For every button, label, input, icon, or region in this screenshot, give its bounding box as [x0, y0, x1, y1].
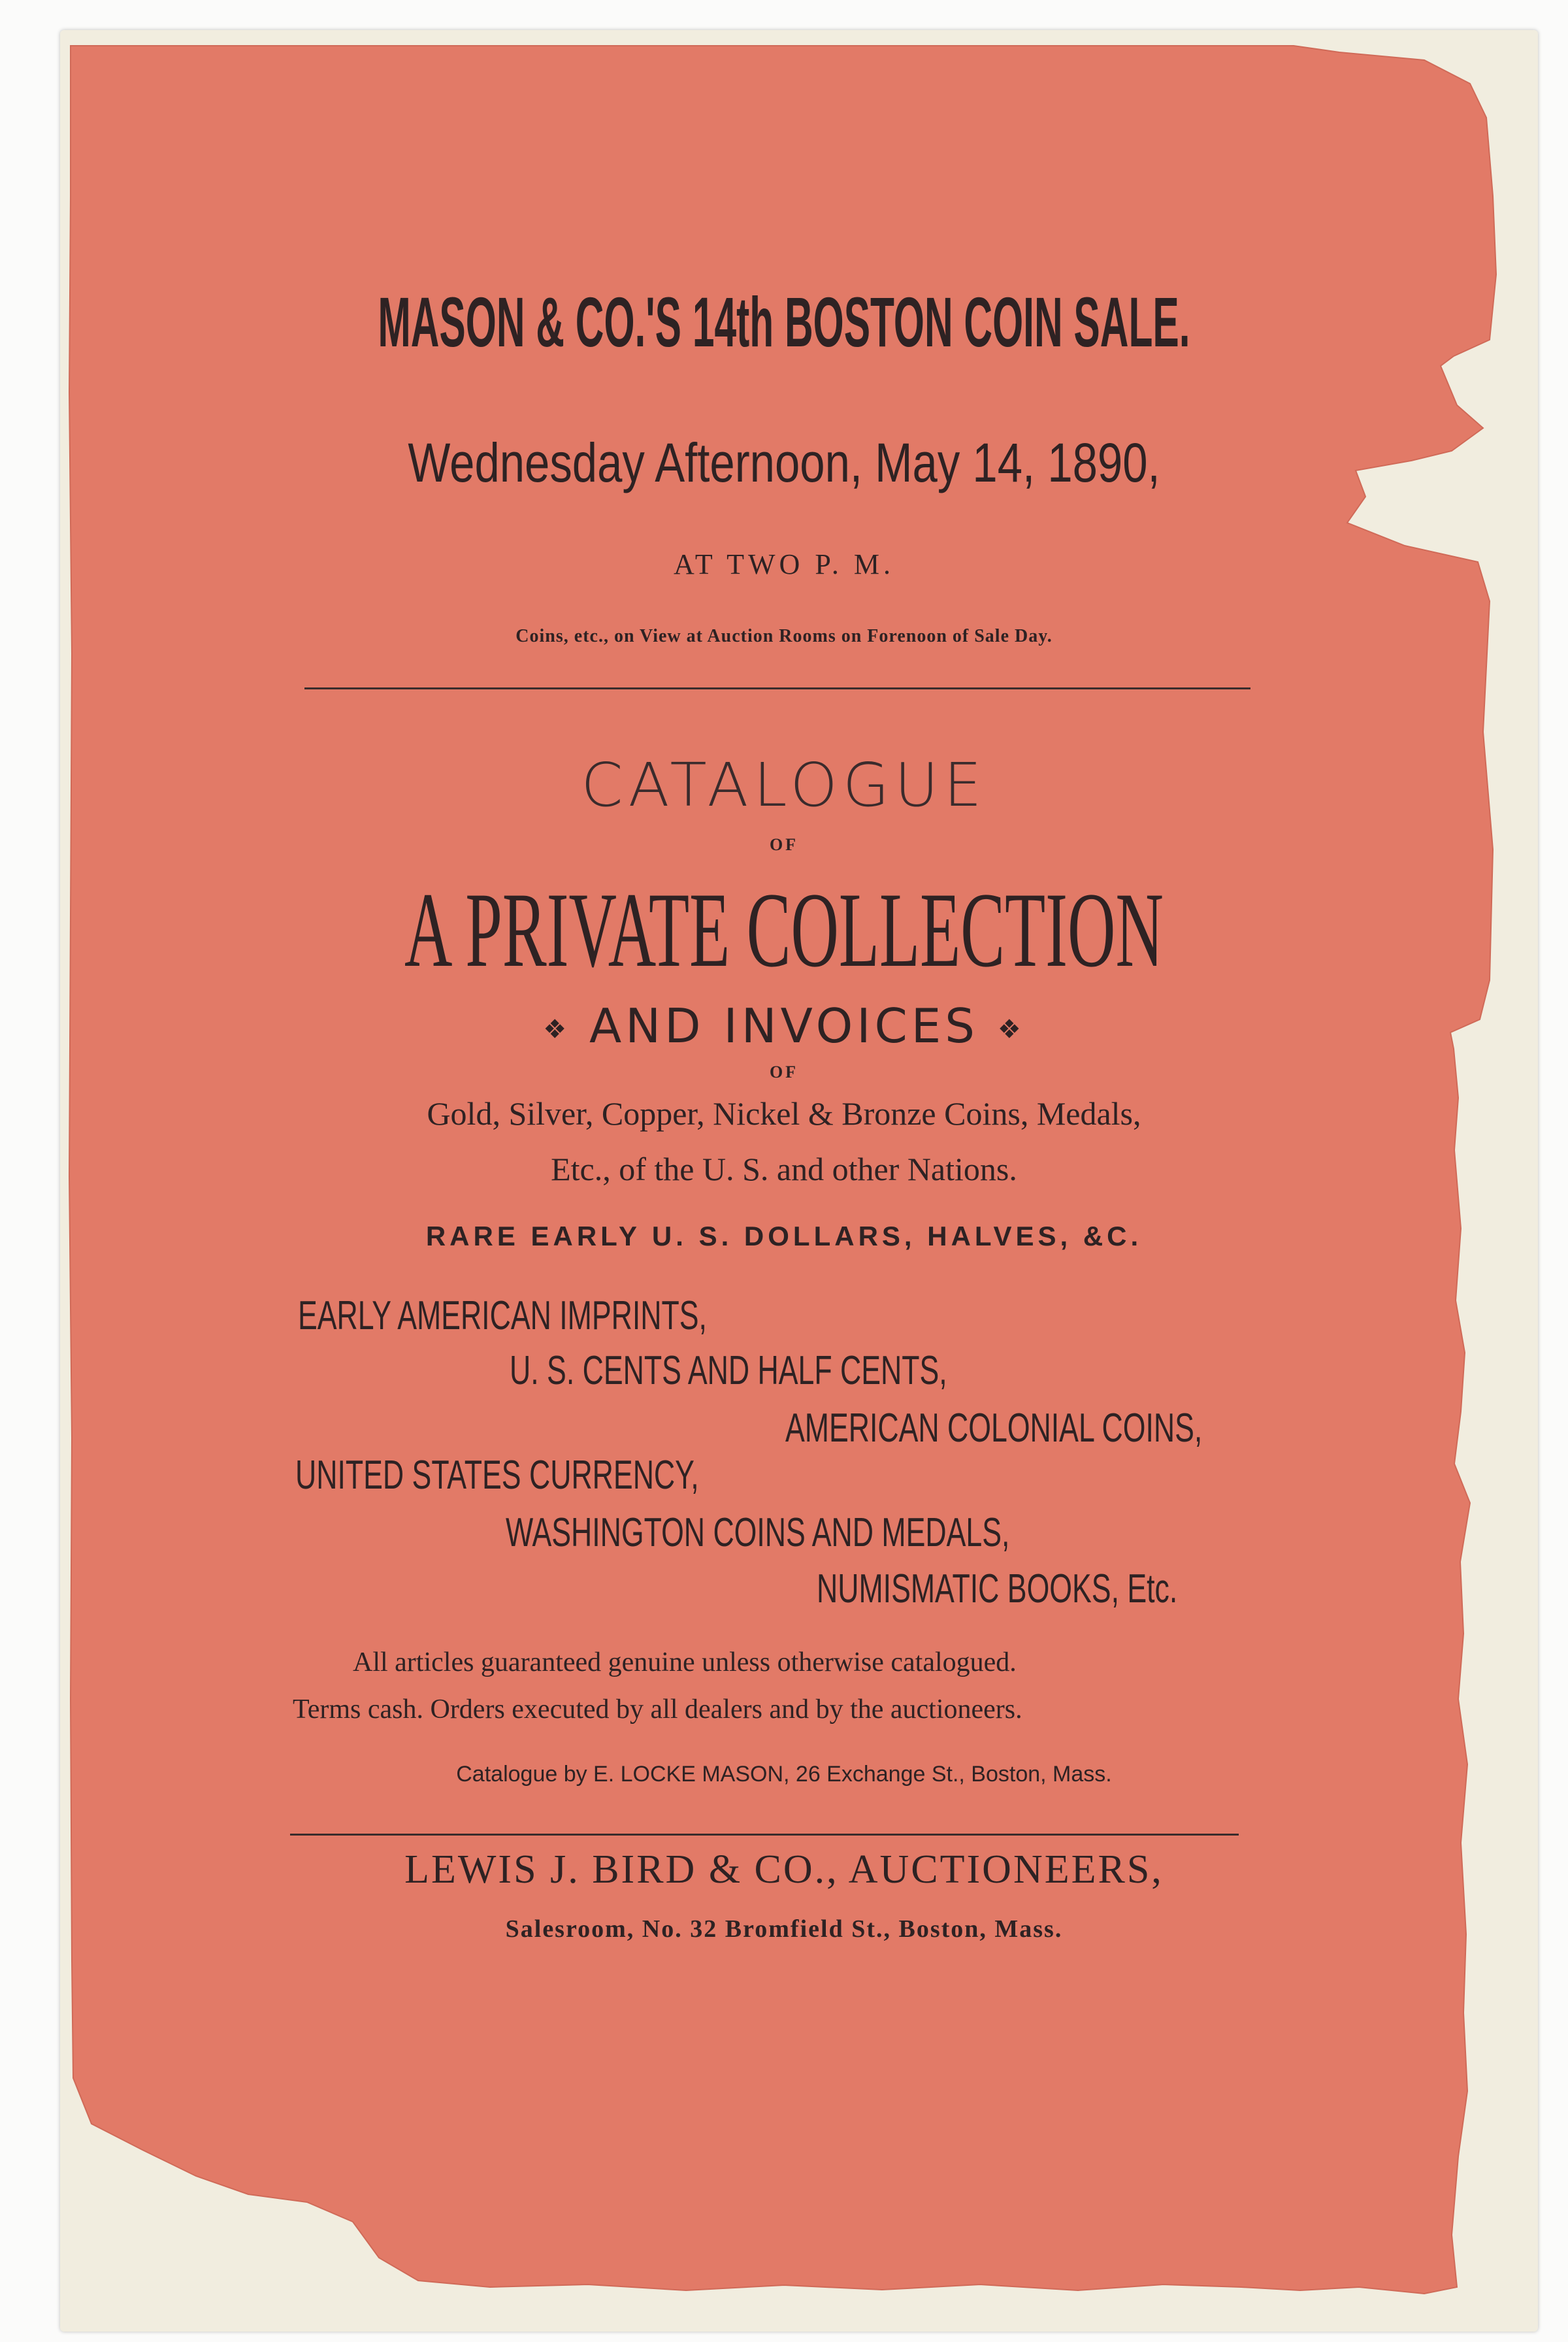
sale-date: Wednesday Afternoon, May 14, 1890, [408, 432, 1160, 493]
category-item: WASHINGTON COINS AND MEDALS, [506, 1510, 1010, 1555]
goods-line-2: Etc., of the U. S. and other Nations. [551, 1151, 1017, 1187]
category-item: U. S. CENTS AND HALF CENTS, [510, 1348, 947, 1393]
catalogue-by-line: Catalogue by E. LOCKE MASON, 26 Exchange St., Boston, Mass. [456, 1762, 1112, 1787]
catalogue-heading: CATALOGUE [581, 750, 987, 820]
viewing-note: Coins, etc., on View at Auction Rooms on Forenoon of Sale Day. [515, 626, 1053, 646]
sale-title: MASON & CO.'S 14th BOSTON COIN SALE. [378, 282, 1190, 361]
salesroom-line: Salesroom, No. 32 Bromfield St., Boston, Mass. [505, 1915, 1063, 1943]
category-item: EARLY AMERICAN IMPRINTS, [298, 1293, 707, 1338]
auctioneers-line: LEWIS J. BIRD & CO., AUCTIONEERS, [404, 1847, 1164, 1892]
ornament-right-icon: ❖ [997, 1014, 1025, 1045]
goods-line-1: Gold, Silver, Copper, Nickel & Bronze Coins, Medals, [427, 1095, 1141, 1132]
of-word: OF [769, 835, 799, 854]
terms-line-2: Terms cash. Orders executed by all dealers and by the auctioneers. [293, 1694, 1022, 1724]
of-word-second: OF [769, 1063, 799, 1081]
category-item: UNITED STATES CURRENCY, [295, 1453, 699, 1498]
top-divider [304, 687, 1250, 689]
collection-title: A PRIVATE COLLECTION [404, 871, 1164, 989]
category-item: AMERICAN COLONIAL COINS, [785, 1406, 1203, 1451]
terms-line-1: All articles guaranteed genuine unless otherwise catalogued. [353, 1647, 1017, 1677]
bottom-divider [290, 1834, 1239, 1836]
sale-time: AT TWO P. M. [673, 548, 895, 580]
ornament-left-icon: ❖ [543, 1014, 571, 1045]
category-item: NUMISMATIC BOOKS, Etc. [817, 1566, 1178, 1611]
invoices-line: ❖ AND INVOICES ❖ [543, 998, 1025, 1053]
rare-dollars-line: RARE EARLY U. S. DOLLARS, HALVES, &C. [425, 1221, 1143, 1251]
